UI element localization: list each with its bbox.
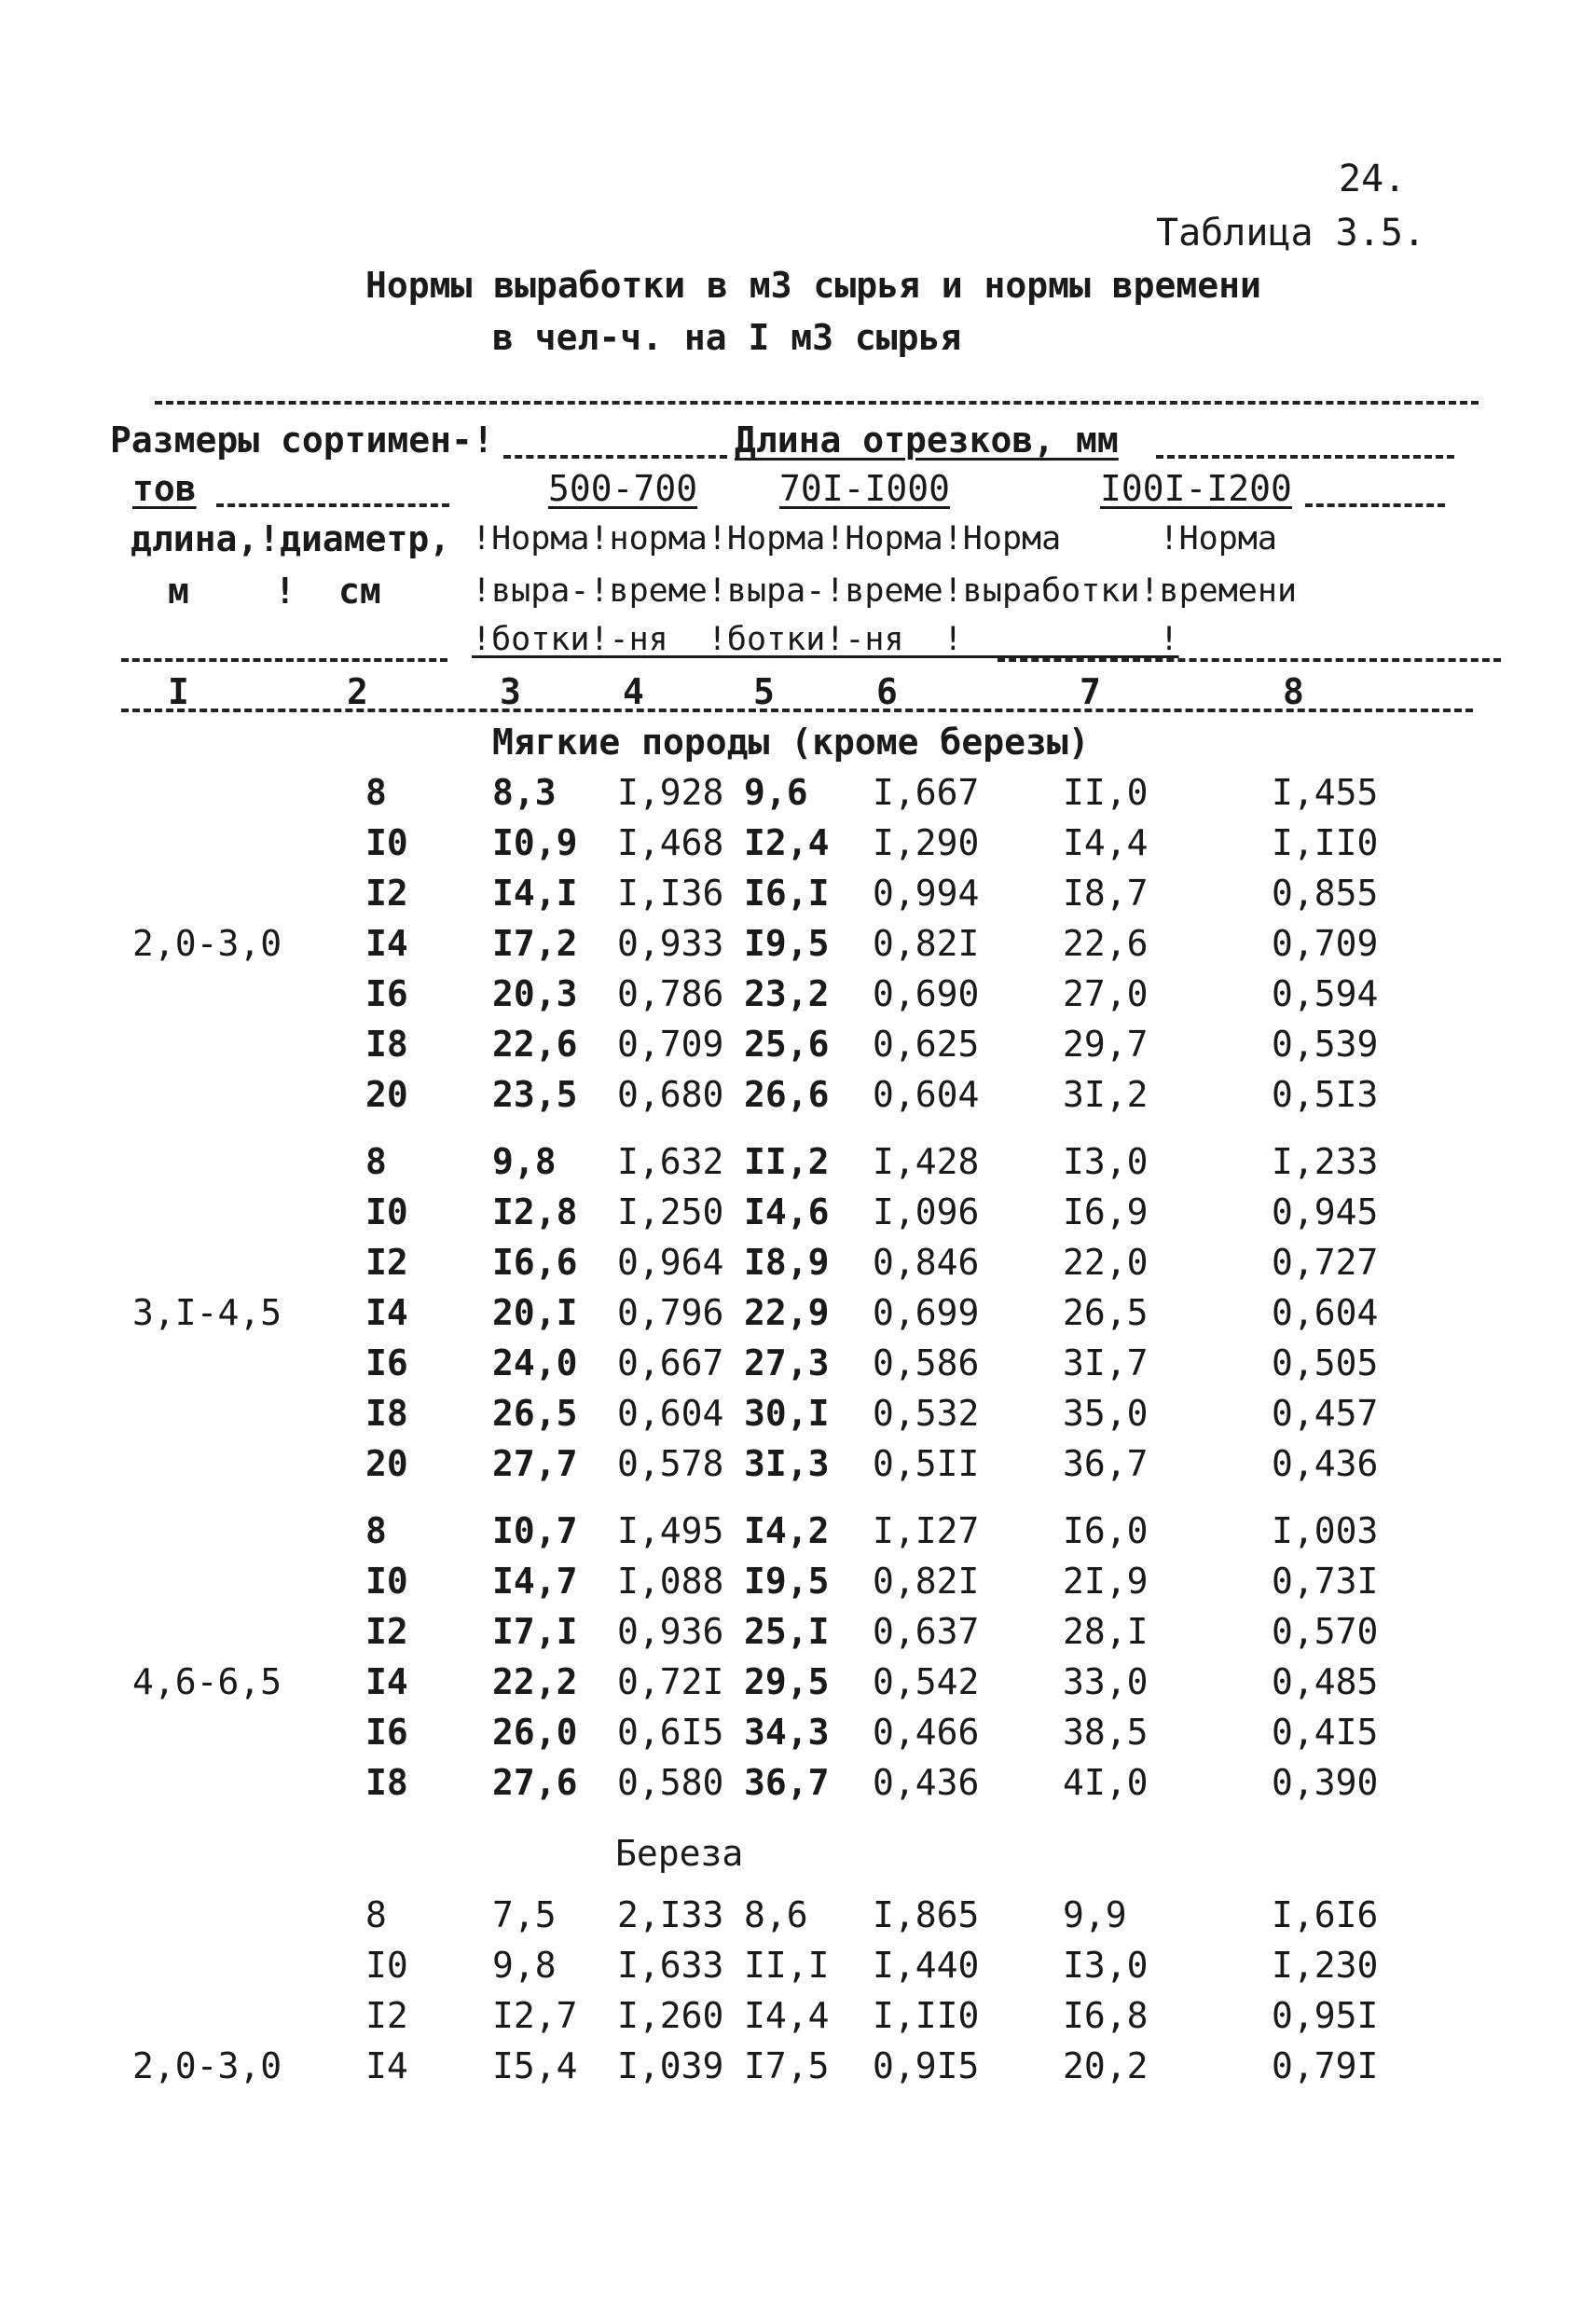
table-cell: 0,846 bbox=[873, 1242, 980, 1283]
table-cell: I,003 bbox=[1272, 1510, 1379, 1551]
table-cell: 0,727 bbox=[1272, 1242, 1379, 1283]
table-cell: I,088 bbox=[617, 1561, 724, 1602]
table-cell: 20,3 bbox=[492, 973, 578, 1014]
table-cell: 0,945 bbox=[1272, 1191, 1379, 1232]
table-cell: 23,2 bbox=[744, 973, 830, 1014]
table-cell: I8 bbox=[365, 1393, 408, 1434]
table-cell: II,0 bbox=[1063, 772, 1149, 813]
header-rule-1b bbox=[1156, 455, 1454, 459]
table-cell: I2 bbox=[365, 1995, 408, 2036]
table-cell: I6,6 bbox=[492, 1242, 578, 1283]
table-cell: 26,5 bbox=[1063, 1292, 1149, 1333]
table-cell: I,865 bbox=[873, 1894, 980, 1935]
table-cell: I,039 bbox=[617, 2045, 724, 2086]
table-cell: 9,8 bbox=[492, 1141, 557, 1182]
table-cell: 0,570 bbox=[1272, 1611, 1379, 1652]
table-cell: I8 bbox=[365, 1024, 408, 1065]
table-cell: 0,699 bbox=[873, 1292, 980, 1333]
table-cell: I7,I bbox=[492, 1611, 578, 1652]
table-cell: 0,625 bbox=[873, 1024, 980, 1065]
column-number: 8 bbox=[1283, 671, 1304, 712]
table-cell: 26,0 bbox=[492, 1712, 578, 1753]
table-cell: 0,667 bbox=[617, 1342, 724, 1383]
header-rule-2b bbox=[1305, 503, 1445, 507]
table-cell: 2,I33 bbox=[617, 1894, 724, 1935]
table-cell: I,I36 bbox=[617, 873, 724, 914]
page-number: 24. bbox=[1339, 158, 1407, 200]
table-cell: 34,3 bbox=[744, 1712, 830, 1753]
table-cell: I,II0 bbox=[1272, 822, 1379, 863]
table-cell: 0,9I5 bbox=[873, 2045, 980, 2086]
table-cell: 0,4I5 bbox=[1272, 1712, 1379, 1753]
table-cell: 20 bbox=[365, 1074, 408, 1115]
table-cell: 8,6 bbox=[744, 1894, 808, 1935]
table-cell: 0,390 bbox=[1272, 1762, 1379, 1803]
header-top-rule bbox=[155, 401, 1479, 405]
column-number: 6 bbox=[876, 671, 898, 712]
table-cell: 22,6 bbox=[1063, 923, 1149, 964]
table-cell: 7,5 bbox=[492, 1894, 557, 1935]
title-line-2: в чел-ч. на I м3 сырья bbox=[492, 317, 962, 358]
table-cell: I8,7 bbox=[1063, 873, 1149, 914]
table-cell: I4 bbox=[365, 1292, 408, 1333]
table-cell: 8 bbox=[365, 1141, 387, 1182]
table-cell: I4,2 bbox=[744, 1510, 830, 1551]
header-bottom-rule bbox=[121, 709, 1473, 712]
table-cell: I6 bbox=[365, 1342, 408, 1383]
table-cell: I4,4 bbox=[744, 1995, 830, 2036]
table-cell: 27,0 bbox=[1063, 973, 1149, 1014]
table-cell: I0 bbox=[365, 1945, 408, 1986]
table-cell: I0 bbox=[365, 1191, 408, 1232]
table-cell: I,667 bbox=[873, 772, 980, 813]
table-cell: 8 bbox=[365, 1894, 387, 1935]
table-cell: 25,I bbox=[744, 1611, 830, 1652]
table-cell: 0,72I bbox=[617, 1661, 724, 1702]
table-cell: I0,7 bbox=[492, 1510, 578, 1551]
table-cell: 0,964 bbox=[617, 1242, 724, 1283]
table-cell: 8 bbox=[365, 1510, 387, 1551]
table-cell: 29,5 bbox=[744, 1661, 830, 1702]
table-cell: 22,9 bbox=[744, 1292, 830, 1333]
table-cell: I,495 bbox=[617, 1510, 724, 1551]
table-cell: 0,532 bbox=[873, 1393, 980, 1434]
table-cell: 3I,2 bbox=[1063, 1074, 1149, 1115]
table-cell: 0,604 bbox=[617, 1393, 724, 1434]
table-cell: 0,5I3 bbox=[1272, 1074, 1379, 1115]
table-cell: I,468 bbox=[617, 822, 724, 863]
header-col-length-unit: м ! см bbox=[168, 571, 381, 612]
header-norm-row-3: !ботки!-ня !ботки!-ня ! ! bbox=[472, 621, 1179, 658]
table-cell: 27,7 bbox=[492, 1443, 578, 1484]
table-cell: 27,6 bbox=[492, 1762, 578, 1803]
section-title: Береза bbox=[615, 1833, 744, 1874]
table-cell: 0,95I bbox=[1272, 1995, 1379, 2036]
table-cell: I4,4 bbox=[1063, 822, 1149, 863]
table-cell: 0,578 bbox=[617, 1443, 724, 1484]
table-cell: 38,5 bbox=[1063, 1712, 1149, 1753]
table-cell: I,260 bbox=[617, 1995, 724, 2036]
table-cell: II,2 bbox=[744, 1141, 830, 1182]
table-cell: 0,82I bbox=[873, 923, 980, 964]
table-cell: 3I,7 bbox=[1063, 1342, 1149, 1383]
table-cell: I6,8 bbox=[1063, 1995, 1149, 2036]
table-cell: I4,6 bbox=[744, 1191, 830, 1232]
table-cell: I2,8 bbox=[492, 1191, 578, 1232]
table-cell: 0,594 bbox=[1272, 973, 1379, 1014]
column-number: 2 bbox=[347, 671, 368, 712]
table-cell: I3,0 bbox=[1063, 1945, 1149, 1986]
table-cell: 0,855 bbox=[1272, 873, 1379, 914]
header-rule-2a bbox=[216, 503, 449, 507]
header-sizes-label: Размеры сортимен-! bbox=[110, 420, 494, 461]
table-cell: I,290 bbox=[873, 822, 980, 863]
table-cell: I6,I bbox=[744, 873, 830, 914]
table-cell: 0,436 bbox=[873, 1762, 980, 1803]
table-cell: 0,680 bbox=[617, 1074, 724, 1115]
table-cell: 0,79I bbox=[1272, 2045, 1379, 2086]
header-rule-3b bbox=[998, 658, 1501, 662]
table-cell: 0,709 bbox=[617, 1024, 724, 1065]
table-cell: I,233 bbox=[1272, 1141, 1379, 1182]
table-cell: I6,9 bbox=[1063, 1191, 1149, 1232]
table-cell: 0,936 bbox=[617, 1611, 724, 1652]
table-cell: 0,994 bbox=[873, 873, 980, 914]
table-cell: 0,580 bbox=[617, 1762, 724, 1803]
header-col-length-label: длина,!диаметр, bbox=[131, 518, 451, 559]
column-number: 3 bbox=[500, 671, 521, 712]
section-title: Мягкие породы (кроме березы) bbox=[492, 722, 1090, 763]
table-cell: 20,I bbox=[492, 1292, 578, 1333]
column-number: 7 bbox=[1080, 671, 1101, 712]
table-cell: I2,4 bbox=[744, 822, 830, 863]
title-line-1: Нормы выработки в м3 сырья и нормы времени bbox=[365, 265, 1261, 306]
table-cell: 28,I bbox=[1063, 1611, 1149, 1652]
table-cell: I3,0 bbox=[1063, 1141, 1149, 1182]
table-cell: 9,8 bbox=[492, 1945, 557, 1986]
table-cell: 0,466 bbox=[873, 1712, 980, 1753]
header-lengths-label: Длина отрезков, мм bbox=[735, 420, 1119, 461]
table-cell: I7,5 bbox=[744, 2045, 830, 2086]
header-range-2: 70I-I000 bbox=[779, 468, 951, 509]
table-cell: 23,5 bbox=[492, 1074, 578, 1115]
table-label: Таблица 3.5. bbox=[1156, 212, 1425, 255]
table-cell: I0 bbox=[365, 1561, 408, 1602]
table-cell: I,455 bbox=[1272, 772, 1379, 813]
table-cell: 35,0 bbox=[1063, 1393, 1149, 1434]
table-cell: 0,436 bbox=[1272, 1443, 1379, 1484]
table-cell: 9,6 bbox=[744, 772, 808, 813]
table-cell: 33,0 bbox=[1063, 1661, 1149, 1702]
table-cell: I5,4 bbox=[492, 2045, 578, 2086]
length-range: 3,I-4,5 bbox=[132, 1292, 282, 1333]
table-cell: I,632 bbox=[617, 1141, 724, 1182]
table-cell: I6 bbox=[365, 1712, 408, 1753]
column-number: 4 bbox=[623, 671, 644, 712]
table-cell: 2I,9 bbox=[1063, 1561, 1149, 1602]
column-number: I bbox=[168, 671, 189, 712]
table-cell: 0,586 bbox=[873, 1342, 980, 1383]
table-cell: I2 bbox=[365, 1611, 408, 1652]
table-cell: I6 bbox=[365, 973, 408, 1014]
table-cell: 0,604 bbox=[1272, 1292, 1379, 1333]
table-cell: 0,457 bbox=[1272, 1393, 1379, 1434]
table-cell: I,928 bbox=[617, 772, 724, 813]
table-cell: 22,2 bbox=[492, 1661, 578, 1702]
table-cell: 0,73I bbox=[1272, 1561, 1379, 1602]
header-rule-1 bbox=[503, 455, 727, 459]
table-cell: 36,7 bbox=[1063, 1443, 1149, 1484]
table-cell: 22,6 bbox=[492, 1024, 578, 1065]
table-cell: 26,5 bbox=[492, 1393, 578, 1434]
table-cell: I4 bbox=[365, 923, 408, 964]
table-cell: 0,709 bbox=[1272, 923, 1379, 964]
table-cell: I,I27 bbox=[873, 1510, 980, 1551]
table-cell: 27,3 bbox=[744, 1342, 830, 1383]
column-number: 5 bbox=[753, 671, 775, 712]
header-norm-row-1: !Норма!норма!Норма!Норма!Норма !Норма bbox=[472, 520, 1277, 557]
table-cell: 0,637 bbox=[873, 1611, 980, 1652]
table-cell: I,6I6 bbox=[1272, 1894, 1379, 1935]
table-cell: 26,6 bbox=[744, 1074, 830, 1115]
table-cell: 0,5II bbox=[873, 1443, 980, 1484]
header-rule-3a bbox=[121, 658, 447, 662]
table-cell: 0,796 bbox=[617, 1292, 724, 1333]
table-cell: I,230 bbox=[1272, 1945, 1379, 1986]
table-cell: I,096 bbox=[873, 1191, 980, 1232]
table-cell: I4 bbox=[365, 1661, 408, 1702]
table-cell: I2,7 bbox=[492, 1995, 578, 2036]
table-cell: I,440 bbox=[873, 1945, 980, 1986]
header-range-1: 500-700 bbox=[548, 468, 698, 509]
header-norm-row-2: !выра-!време!выра-!време!выработки!времени bbox=[472, 572, 1298, 610]
table-cell: II,I bbox=[744, 1945, 830, 1986]
table-cell: 4I,0 bbox=[1063, 1762, 1149, 1803]
table-cell: 9,9 bbox=[1063, 1894, 1127, 1935]
header-range-3: I00I-I200 bbox=[1100, 468, 1292, 509]
table-cell: I8,9 bbox=[744, 1242, 830, 1283]
table-cell: 8,3 bbox=[492, 772, 557, 813]
table-cell: 0,6I5 bbox=[617, 1712, 724, 1753]
table-cell: I2 bbox=[365, 1242, 408, 1283]
table-cell: I8 bbox=[365, 1762, 408, 1803]
table-cell: I,250 bbox=[617, 1191, 724, 1232]
table-cell: 24,0 bbox=[492, 1342, 578, 1383]
table-cell: 0,786 bbox=[617, 973, 724, 1014]
length-range: 2,0-3,0 bbox=[132, 2045, 282, 2086]
table-cell: 25,6 bbox=[744, 1024, 830, 1065]
length-range: 2,0-3,0 bbox=[132, 923, 282, 964]
table-cell: I4 bbox=[365, 2045, 408, 2086]
table-cell: 22,0 bbox=[1063, 1242, 1149, 1283]
header-sizes-label-tov: тов bbox=[132, 468, 197, 509]
table-cell: I0,9 bbox=[492, 822, 578, 863]
table-cell: 0,485 bbox=[1272, 1661, 1379, 1702]
table-cell: 3I,3 bbox=[744, 1443, 830, 1484]
table-cell: 0,539 bbox=[1272, 1024, 1379, 1065]
table-cell: 29,7 bbox=[1063, 1024, 1149, 1065]
table-cell: 36,7 bbox=[744, 1762, 830, 1803]
table-cell: 20 bbox=[365, 1443, 408, 1484]
table-cell: 30,I bbox=[744, 1393, 830, 1434]
table-cell: I7,2 bbox=[492, 923, 578, 964]
table-cell: I,II0 bbox=[873, 1995, 980, 2036]
table-cell: I2 bbox=[365, 873, 408, 914]
table-cell: I6,0 bbox=[1063, 1510, 1149, 1551]
table-cell: 8 bbox=[365, 772, 387, 813]
table-cell: I,428 bbox=[873, 1141, 980, 1182]
table-cell: 0,933 bbox=[617, 923, 724, 964]
table-cell: 0,82I bbox=[873, 1561, 980, 1602]
table-cell: I4,7 bbox=[492, 1561, 578, 1602]
table-cell: I9,5 bbox=[744, 1561, 830, 1602]
table-cell: 0,542 bbox=[873, 1661, 980, 1702]
table-cell: I9,5 bbox=[744, 923, 830, 964]
table-cell: 0,505 bbox=[1272, 1342, 1379, 1383]
table-cell: I,633 bbox=[617, 1945, 724, 1986]
table-cell: I0 bbox=[365, 822, 408, 863]
length-range: 4,6-6,5 bbox=[132, 1661, 282, 1702]
table-cell: I4,I bbox=[492, 873, 578, 914]
table-cell: 20,2 bbox=[1063, 2045, 1149, 2086]
table-cell: 0,690 bbox=[873, 973, 980, 1014]
table-cell: 0,604 bbox=[873, 1074, 980, 1115]
